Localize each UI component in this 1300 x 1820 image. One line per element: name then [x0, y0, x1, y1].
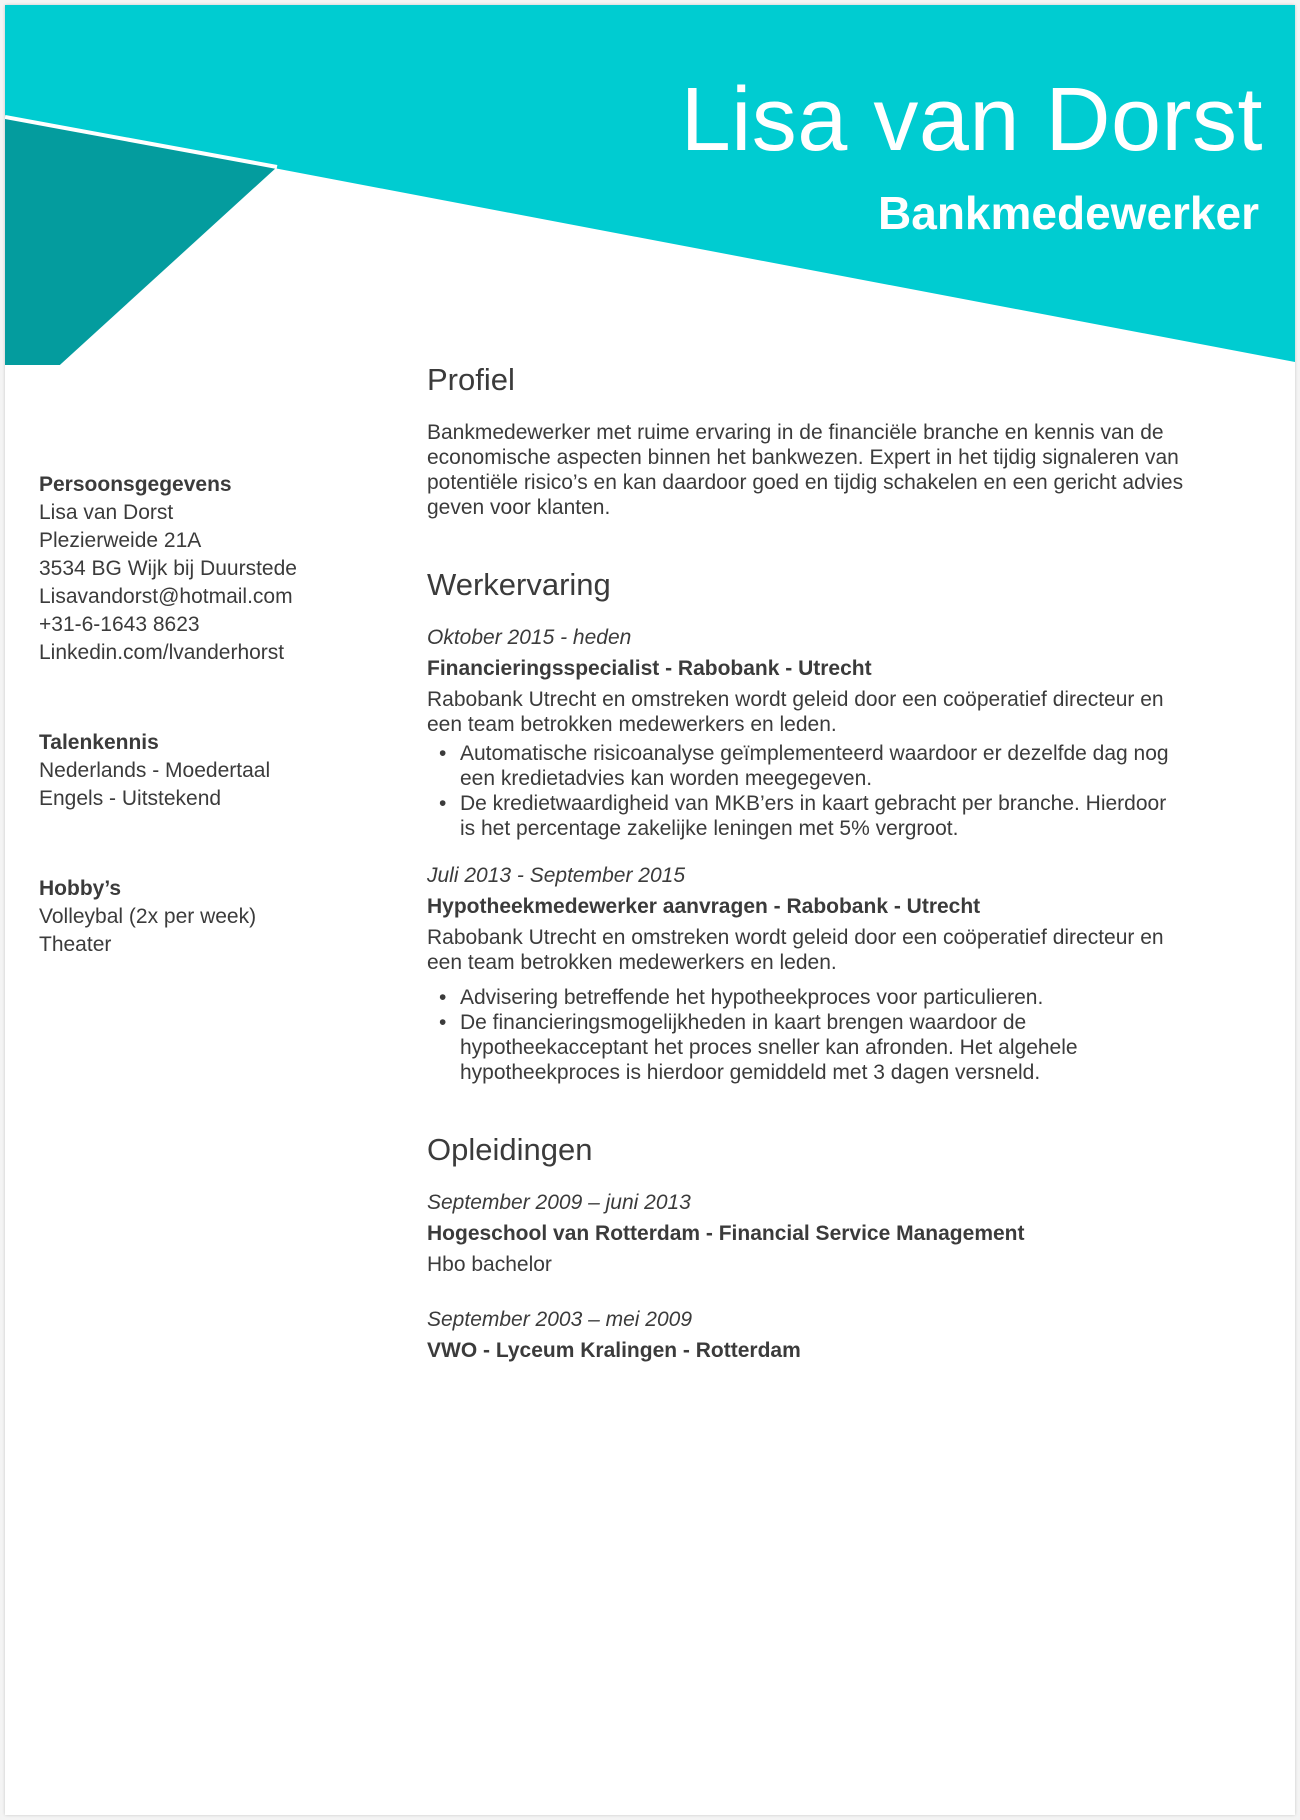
personal-name: Lisa van Dorst: [39, 501, 174, 524]
candidate-name: Lisa van Dorst: [680, 70, 1263, 170]
job-description: Rabobank Utrecht en omstreken wordt geleid door een coöperatief directeur en een team betrokken medewerkers en leden.: [427, 688, 1164, 736]
personal-city: 3534 BG Wijk bij Duurstede: [39, 557, 297, 580]
personal-street: Plezierweide 21A: [39, 529, 202, 552]
education-section: [427, 1130, 1187, 1363]
achievement-item: • Automatische risicoanalyse geïmplementeerd waardoor er dezelfde dag nog een kredietadvies kan worden meegegeven.: [427, 741, 1187, 791]
personal-details: [39, 471, 369, 667]
profile-heading: Profiel: [427, 362, 515, 397]
resume-page: [5, 5, 1295, 1815]
hobbies: [39, 875, 369, 959]
personal-email[interactable]: Lisavandorst@hotmail.com: [39, 585, 293, 608]
job-period: Oktober 2015 - heden: [427, 626, 632, 649]
job-role: Hypotheekmedewerker aanvragen - Rabobank - Utrecht: [427, 895, 981, 918]
profile-text: Bankmedewerker met ruime ervaring in de financiële branche en kennis van de economische aspecten binnen het bankwezen. Expert in het tijdig signaleren van potentiële risico’s en kan daardoor goed en tijdig schakelen en een gericht advies geven voor klanten.: [427, 421, 1184, 519]
job-period: Juli 2013 - September 2015: [427, 864, 685, 887]
languages: [39, 729, 369, 813]
languages-heading: Talenkennis: [39, 731, 159, 754]
personal-details-heading: Persoonsgegevens: [39, 473, 232, 496]
education-degree: Hbo bachelor: [427, 1253, 552, 1276]
language-item: Nederlands - Moedertaal: [39, 759, 271, 782]
job-entry: [427, 625, 1187, 841]
education-school: VWO - Lyceum Kralingen - Rotterdam: [427, 1339, 801, 1362]
experience-section: [427, 565, 1187, 1085]
hobby-item: Volleybal (2x per week): [39, 905, 257, 928]
education-entry: [427, 1307, 1187, 1363]
job-achievements: [427, 741, 1187, 841]
achievement-item: • De financieringsmogelijkheden in kaart brengen waardoor de hypotheekacceptant het proces sneller kan afronden. Het algehele hypotheekproces is hierdoor gemiddeld met 3 dagen versneld.: [427, 1010, 1187, 1085]
achievement-item: • De kredietwaardigheid van MKB’ers in kaart gebracht per branche. Hierdoor is het percentage zakelijke leningen met 5% vergroot.: [427, 791, 1187, 841]
profile-section: [427, 360, 1187, 520]
achievement-item: • Advisering betreffende het hypotheekproces voor particulieren.: [427, 985, 1187, 1010]
hobby-item: Theater: [39, 933, 112, 956]
job-description: Rabobank Utrecht en omstreken wordt geleid door een coöperatief directeur en een team betrokken medewerkers en leden.: [427, 926, 1164, 974]
hobbies-heading: Hobby’s: [39, 877, 122, 900]
job-achievements: [427, 985, 1187, 1085]
sidebar: [39, 471, 369, 1021]
education-period: September 2009 – juni 2013: [427, 1191, 691, 1214]
personal-linkedin[interactable]: Linkedin.com/lvanderhorst: [39, 641, 285, 664]
header-banner: [5, 5, 1295, 365]
job-entry: [427, 863, 1187, 1085]
education-heading: Opleidingen: [427, 1132, 593, 1167]
education-school: Hogeschool van Rotterdam - Financial Service Management: [427, 1222, 1025, 1245]
language-item: Engels - Uitstekend: [39, 787, 222, 810]
education-entry: [427, 1190, 1187, 1277]
personal-phone[interactable]: +31-6-1643 8623: [39, 613, 200, 636]
education-period: September 2003 – mei 2009: [427, 1308, 693, 1331]
job-role: Financieringsspecialist - Rabobank - Utrecht: [427, 657, 872, 680]
experience-heading: Werkervaring: [427, 567, 611, 602]
main-content: [427, 360, 1187, 1408]
job-title: Bankmedewerker: [878, 187, 1259, 239]
